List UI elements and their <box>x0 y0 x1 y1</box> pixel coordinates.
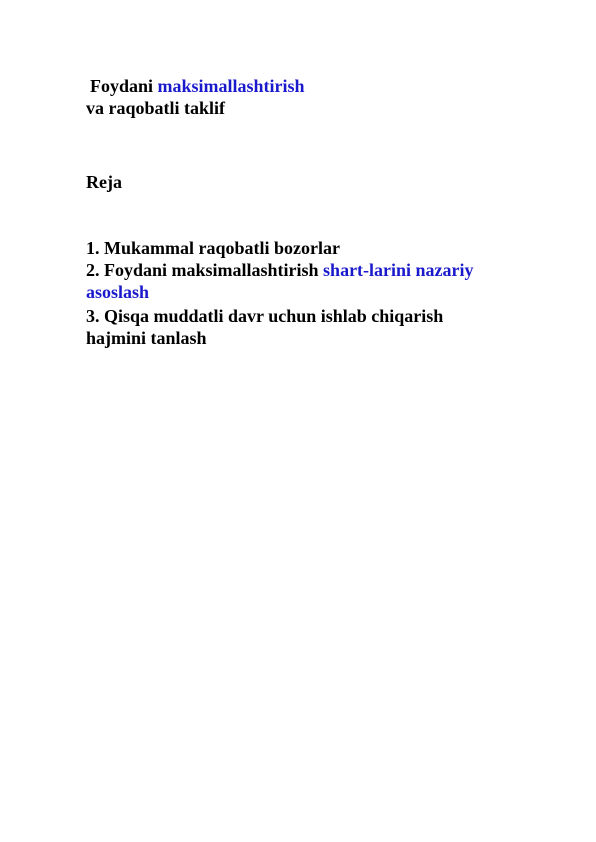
plan-item-2-line-2: asoslash <box>86 282 150 302</box>
document-title-line-1 <box>90 75 305 97</box>
plan-item-2-highlight: shart-larini nazariy <box>323 260 474 280</box>
plan-item-1: 1. Mukammal raqobatli bozorlar <box>86 238 340 258</box>
plan-item-3-line-2: hajmini tanlash <box>86 328 207 348</box>
title-word-maksimallashtirish: maksimallashtirish <box>157 76 305 96</box>
plan-heading: Reja <box>86 172 122 192</box>
document-title-line-2: va raqobatli taklif <box>86 98 226 118</box>
plan-item-3-line-1: 3. Qisqa muddatli davr uchun ishlab chiqarish <box>86 306 444 326</box>
title-word-foydani: Foydani <box>90 76 154 96</box>
plan-item-2-line-1 <box>86 259 474 281</box>
plan-item-2-text: 2. Foydani maksimallashtirish <box>86 260 319 280</box>
